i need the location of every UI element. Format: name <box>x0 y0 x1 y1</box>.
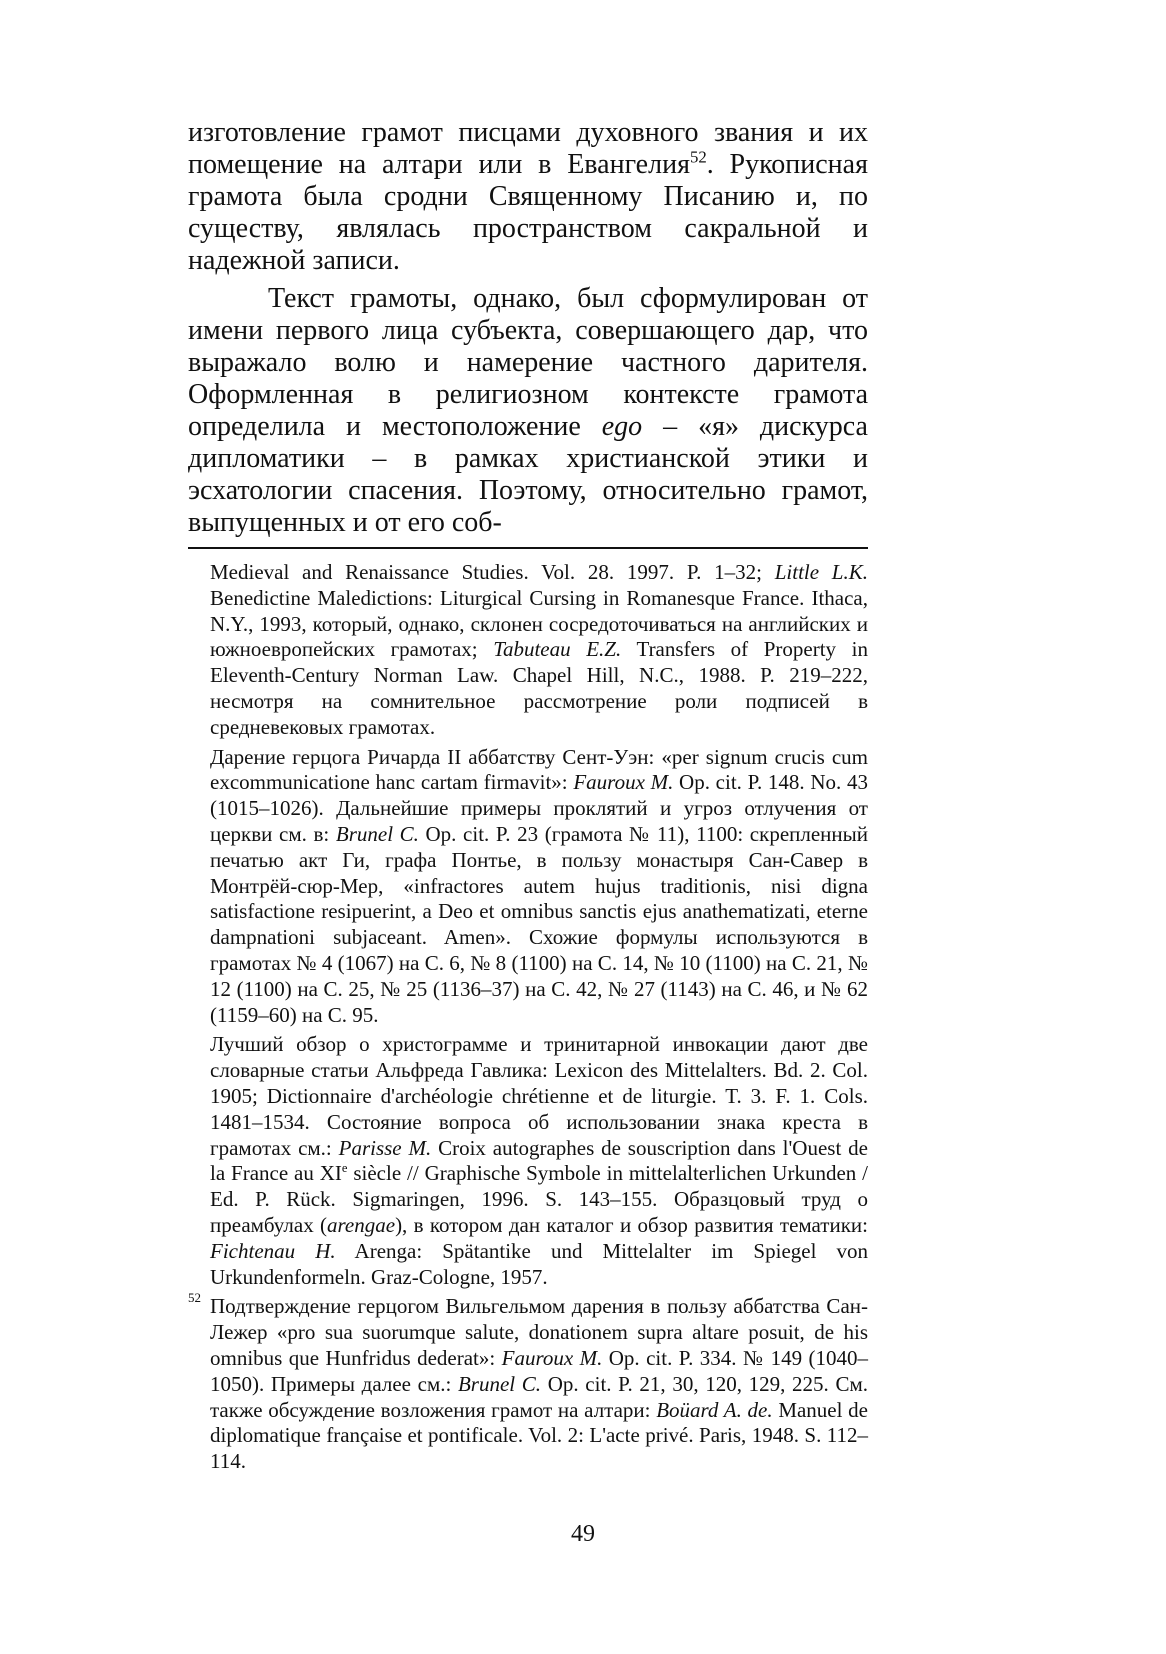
author-name: Fauroux M. <box>501 1345 603 1370</box>
paragraph-2 <box>188 283 868 539</box>
footnotes <box>188 560 868 1479</box>
footnote-text: Дарение герцога Ричарда II аббатству Сент-Уэн: «per signum crucis cum excommunicatione hanc cartam firmavit»: <box>210 744 868 795</box>
footnote-christogram <box>188 1032 868 1290</box>
paragraph-2-text-b: – «я» дискурса дипломатики – в рамках христианской этики и эсхатологии спасения. Поэтому, относительно грамот, выпущенных и от его соб- <box>188 411 868 538</box>
author-name: Parisse M. <box>338 1135 432 1160</box>
footnote-text: Op. cit. P. 148. No. 43 (1015–1026). Дальнейшие примеры проклятий и угроз отлучения от церкви см. в: <box>210 770 868 846</box>
author-name: Fichtenau H. <box>210 1238 336 1263</box>
footnote-text: Croix autographes de souscription dans l'Ouest de la France au XI <box>210 1135 868 1186</box>
paragraph-1 <box>188 117 868 277</box>
footnote-text: Benedictine Maledictions: Liturgical Cursing in Romanesque France. Ithaca, N.Y., 1993, который, однако, склонен сосредоточиваться на английских и южноевропейских грамотах; <box>210 585 868 662</box>
footnote-text: Medieval and Renaissance Studies. Vol. 28. 1997. P. 1–32; <box>210 560 775 584</box>
footnote-number: 52 <box>188 1290 201 1306</box>
paragraph-2-text-a: Текст грамоты, однако, был сформулирован от имени первого лица субъекта, совершающего дар, что выражало волю и намерение частного дарителя. Оформленная в религиозном контексте грамота определила и местоположение <box>188 283 868 442</box>
author-name: Fauroux M. <box>573 770 674 795</box>
main-text <box>188 117 868 539</box>
paragraph-1-text-b: . Рукописная грамота была сродни Священному Писанию и, по существу, являлась пространством сакральной и надежной записи. <box>188 149 868 276</box>
author-name: Boüard A. de. <box>656 1397 773 1422</box>
footnote-52 <box>188 1290 868 1475</box>
footnote-text: Op. cit. P. 23 (грамота № 11), 1100: скрепленный печатью акт Ги, графа Понтье, в пользу монастыря Сан-Савер в Монтрёй-сюр-Мер, «infractores autem hujus traditionis, nisi digna satisfactione resipuerint, a Deo et omnibus sanctis ejus anathematizati, eterne dampnationi subjaceant. Amen». Схожие формулы используются в грамотах № 4 (1067) на С. 6, № 8 (1100) на С. 14, № 10 (1100) на С. 21, № 12 (1100) на С. 25, № 25 (1136–37) на С. 42, № 27 (1143) на С. 46, и № 62 (1159–60) на С. 95. <box>210 821 868 1027</box>
footnote-text: ), в котором дан каталог и обзор развития тематики: <box>395 1212 868 1237</box>
author-name: Little L.K. <box>774 560 868 584</box>
author-name: Brunel C. <box>457 1371 542 1396</box>
author-name: Tabuteau E.Z. <box>493 637 622 662</box>
footnote-text: siècle // Graphische Symbole in mittelalterlichen Urkunden / Ed. P. Rück. Sigmaringen, 1996. S. 143–155. Образцовый труд о преамбулах ( <box>210 1161 868 1237</box>
footnote-text: Op. cit. P. 21, 30, 120, 129, 225. См. также обсуждение возложения грамот на алтари: <box>210 1371 868 1422</box>
page-number: 49 <box>571 1521 595 1547</box>
footnote-text: Op. cit. P. 334. № 149 (1040–1050). Примеры далее см.: <box>210 1345 868 1396</box>
footnote-text: Подтверждение герцогом Вильгельмом дарения в пользу аббатства Сан-Лежер «pro sua suorumque salute, donationem supra altare posuit, de his omnibus que Hunfridus dederat»: <box>210 1294 868 1370</box>
latin-term: arengae <box>327 1212 396 1237</box>
paragraph-1-text-a: изготовление грамот писцами духовного звания и их помещение на алтари или в Евангелия <box>188 117 868 180</box>
footnote-reference-52: 52 <box>689 147 707 167</box>
footnote-separator <box>188 547 868 549</box>
footnote-text: Manuel de diplomatique française et pontificale. Vol. 2: L'acte privé. Paris, 1948. S. 112–114. <box>210 1397 868 1474</box>
footnote-richard <box>188 745 868 1029</box>
author-name: Brunel C. <box>335 821 419 846</box>
footnote-text: Transfers of Property in Eleventh-Century Norman Law. Chapel Hill, N.C., 1988. P. 219–222, несмотря на сомнительное рассмотрение роли подписей в средневековых грамотах. <box>210 637 869 739</box>
footnote-text: Arenga: Spätantike und Mittelalter im Spiegel von Urkundenformeln. Graz-Cologne, 1957. <box>210 1238 868 1289</box>
footnote-continued <box>188 560 868 741</box>
ego-term: ego <box>601 411 643 442</box>
footnote-text: Лучший обзор о христограмме и тринитарной инвокации дают две словарные статьи Альфреда Гавлика: Lexicon des Mittelalters. Bd. 2. Col. 1905; Dictionnaire d'archéologie chrétienne et de liturgie. T. 3. F. 1. Cols. 1481–1534. Состояние вопроса об использовании знака креста в грамотах см.: <box>210 1032 868 1160</box>
superscript: e <box>341 1161 348 1176</box>
